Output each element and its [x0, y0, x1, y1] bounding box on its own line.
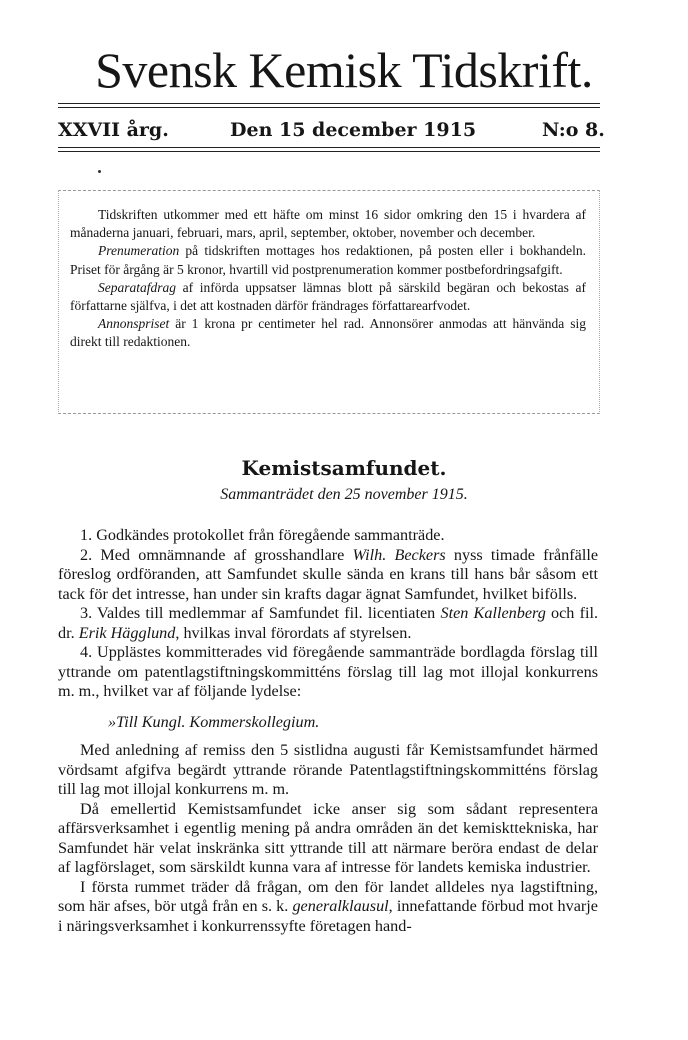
minutes-item-1: 1. Godkändes protokollet från föregående sammanträde. [80, 526, 445, 544]
notice-publication-paragraph: Tidskriften utkommer med ett häfte om minst 16 sidor omkring den 15 i hvardera af månaderna januari, februari, mars, april, september, oktober, november och december. [70, 207, 586, 241]
issue-rule-bottom-2 [58, 151, 600, 152]
quote-paragraph-3-text-a: I första rummet träder då frågan, om den för landet alldeles nya lagstiftning, som här afses, bör utgå från en s. k. [58, 877, 598, 915]
subscription-notice [70, 206, 586, 352]
minutes-item-2-text-b: nyss timade frånfälle föreslog ordföranden, att Samfundet skulle sända en krans till hans bår såsom ett tack för det intresse, han under sin krafts dagar ägnat Samfundet, hvilket bifölls. [58, 545, 598, 603]
issue-date: Den 15 december 1915 [230, 119, 477, 141]
quote-paragraph-3-text-b: , innefattande förbud mot hvarje i näringsverksamhet i konkurrenssyfte företagen hand- [58, 897, 598, 935]
quote-paragraph-3 [58, 878, 598, 937]
minutes-item-3-text-a: 3. Valdes till medlemmar af Samfundet fil. licentiaten [80, 604, 441, 622]
minutes-item-2 [58, 546, 598, 605]
notice-offprint-paragraph [70, 279, 586, 315]
minutes-item-2-name: Wilh. Beckers [352, 545, 446, 564]
notice-advert-paragraph [70, 315, 586, 351]
journal-masthead: Svensk Kemisk Tidskrift. [95, 42, 593, 98]
minutes-item-3-text-c: , hvilkas inval förordats af styrelsen. [175, 623, 412, 642]
notice-advert-lead: Annonspriset [98, 316, 170, 332]
masthead-rule-top-2 [58, 107, 600, 108]
quote-paragraph-3-term: generalklausul [292, 897, 389, 915]
notice-subscription-paragraph [70, 242, 586, 278]
section-title: Kemistsamfundet. [241, 456, 447, 480]
issue-number: N:o 8. [542, 119, 605, 141]
section-subtitle: Sammanträdet den 25 november 1915. [220, 486, 468, 503]
minutes-item-3-name-2: Erik Hägglund [78, 623, 176, 642]
issue-year: XXVII årg. [58, 119, 169, 141]
masthead-rule-top [58, 103, 600, 104]
minutes-item-3-text-b: och fil. dr. [58, 604, 599, 642]
notice-offprint-text: af införda uppsatser lämnas blott på särskild begäran och bekostas af författarne själfva, i det att kostnaden därför frändrages författarearfvodet. [70, 279, 586, 314]
quote-paragraph-1: Med anledning af remiss den 5 sistlidna augusti får Kemistsamfundet härmed vördsamt afgifva begärdt yttrande rörande Patentlagstiftningskommitténs förslag till lag mot illojal konkurrens m. m. [58, 741, 598, 798]
quote-paragraph-2: Då emellertid Kemistsamfundet icke anser sig som sådant representera affärsverksamhet i egentlig mening på andra områden än det kemiskttekniska, har Samfundet här velat inskränka sitt yttrande till att närmare beröra endast de delar af lagförslaget, som särskildt kunna vara af intresse för landets kemiska industrier. [58, 799, 598, 876]
notice-subscription-text: på tidskriften mottages hos redaktionen, på posten eller i bokhandeln. Priset för årgång är 5 kronor, hvartill vid postprenumeration kommer postbefordringsafgift. [70, 243, 586, 277]
issue-rule-bottom [58, 147, 600, 148]
quote-heading: »Till Kungl. Kommerskollegium. [108, 712, 320, 731]
notice-subscription-lead: Prenumeration [98, 243, 180, 259]
notice-advert-text: är 1 krona pr centimeter hel rad. Annonsörer anmodas att hänvända sig direkt till redaktionen. [70, 316, 586, 350]
minutes-item-3 [58, 604, 598, 643]
minutes-item-2-text-a: 2. Med omnämnande af grosshandlare [80, 545, 353, 564]
minutes-item-4: 4. Upplästes kommitterades vid föregående sammanträde bordlagda förslag till yttrande om patentlagstiftningskommitténs förslag till lag mot illojal konkurrens m. m., hvilket var af följande lydelse: [58, 643, 598, 700]
print-speck [98, 170, 101, 173]
minutes-item-3-name-1: Sten Kallenberg [440, 604, 546, 622]
notice-offprint-lead: Separatafdrag [98, 279, 177, 295]
meeting-minutes [58, 526, 598, 936]
